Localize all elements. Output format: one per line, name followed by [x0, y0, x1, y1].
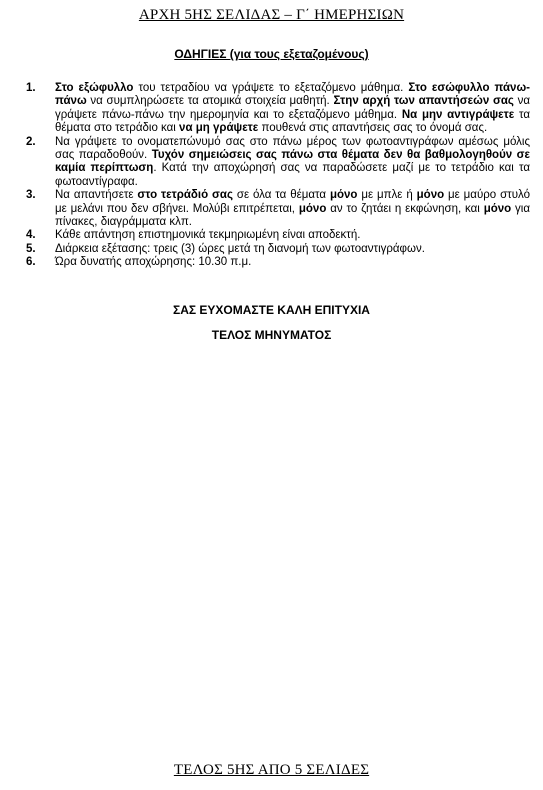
instruction-text-segment: Να απαντήσετε [55, 189, 138, 202]
instruction-text-segment: σε όλα τα θέματα [232, 189, 330, 202]
emphasized-text: Τυχόν σημειώσεις σας πάνω στα θέματα δεν θα βαθμολογηθούν σε καμία περίπτωση [55, 149, 530, 175]
instruction-text-segment: Κάθε απάντηση επιστημονικά τεκμηριωμένη είναι αποδεκτή. [55, 229, 361, 242]
instruction-text [55, 136, 530, 190]
instruction-number: 5. [26, 242, 36, 255]
page-header: ΑΡΧΗ 5ΗΣ ΣΕΛΙΔΑΣ – Γ΄ ΗΜΕΡΗΣΙΩΝ [138, 7, 405, 23]
emphasized-text: μόνο [298, 202, 327, 215]
emphasized-text: μόνο [483, 202, 512, 215]
instruction-item [26, 256, 530, 269]
emphasized-text: Στην αρχή των απαντήσεών σας [333, 95, 514, 108]
page-footer: ΤΕΛΟΣ 5ΗΣ ΑΠΟ 5 ΣΕΛΙΔΕΣ [173, 762, 370, 778]
emphasized-text: μόνο [416, 189, 445, 202]
good-luck-message: ΣΑΣ ΕΥΧΟΜΑΣΤΕ ΚΑΛΗ ΕΠΙΤΥΧΙΑ [173, 303, 370, 317]
instruction-number: 6. [26, 256, 36, 269]
instruction-text-segment: Διάρκεια εξέτασης: τρεις (3) ώρες μετά τη διανομή των φωτοαντιγράφων. [55, 242, 425, 255]
instruction-text [55, 82, 530, 136]
instruction-text [55, 256, 530, 269]
instruction-text-segment: για πίνακες, διαγράμματα κλπ. [55, 202, 530, 229]
instruction-item [26, 189, 530, 229]
instruction-text-segment: να γράψετε πάνω-πάνω την ημερομηνία και το εξεταζόμενο μάθημα. [55, 95, 530, 121]
instruction-text-segment: με μαύρο στυλό με μελάνι που δεν σβήνει. Μολύβι επιτρέπεται, [55, 189, 530, 215]
instruction-item [26, 82, 530, 136]
instruction-text [55, 243, 530, 256]
emphasized-text: Στο εσώφυλλο πάνω-πάνω [55, 82, 531, 108]
instruction-text-segment: αν το ζητάει η εκφώνηση, και [326, 202, 484, 215]
emphasized-text: Να μην αντιγράψετε [401, 108, 515, 121]
instruction-text-segment: να συμπληρώσετε τα ατομικά στοιχεία μαθητή. [86, 95, 334, 108]
instruction-text [55, 189, 530, 229]
emphasized-text: Στο εξώφυλλο [55, 82, 134, 94]
instruction-text-segment: Ώρα δυνατής αποχώρησης: 10.30 π.μ. [55, 256, 252, 269]
instruction-text-segment: με μπλε ή [357, 189, 417, 202]
instruction-text-segment: . Κατά την αποχώρησή σας να παραδώσετε μαζί με το τετράδιο και τα φωτοαντίγραφα. [55, 162, 530, 188]
instruction-number: 2. [26, 135, 36, 148]
instruction-number: 3. [26, 189, 36, 202]
instruction-number: 1. [26, 82, 36, 94]
instruction-item [26, 229, 530, 242]
emphasized-text: στο τετράδιό σας [137, 189, 233, 202]
instructions-title: ΟΔΗΓΙΕΣ (για τους εξεταζομένους) [174, 47, 369, 61]
instruction-item [26, 243, 530, 256]
instructions-list [26, 82, 530, 270]
instruction-text-segment: πουθενά στις απαντήσεις σας το όνομά σας. [258, 122, 488, 135]
end-of-message: ΤΕΛΟΣ ΜΗΝΥΜΑΤΟΣ [211, 328, 332, 342]
emphasized-text: να μη γράψετε [179, 122, 259, 135]
instruction-item [26, 136, 530, 190]
instruction-text-segment: τα θέματα στο τετράδιο και [55, 108, 530, 135]
instruction-number: 4. [26, 229, 36, 242]
emphasized-text: μόνο [329, 189, 358, 202]
instruction-text-segment: του τετραδίου να γράψετε το εξεταζόμενο μάθημα. [133, 82, 409, 94]
instruction-text-segment: Να γράψετε το ονοματεπώνυμό σας στο πάνω μέρος των φωτοαντιγράφων αμέσως μόλις σας παραδοθούν. [55, 135, 530, 162]
instruction-text [55, 229, 530, 242]
